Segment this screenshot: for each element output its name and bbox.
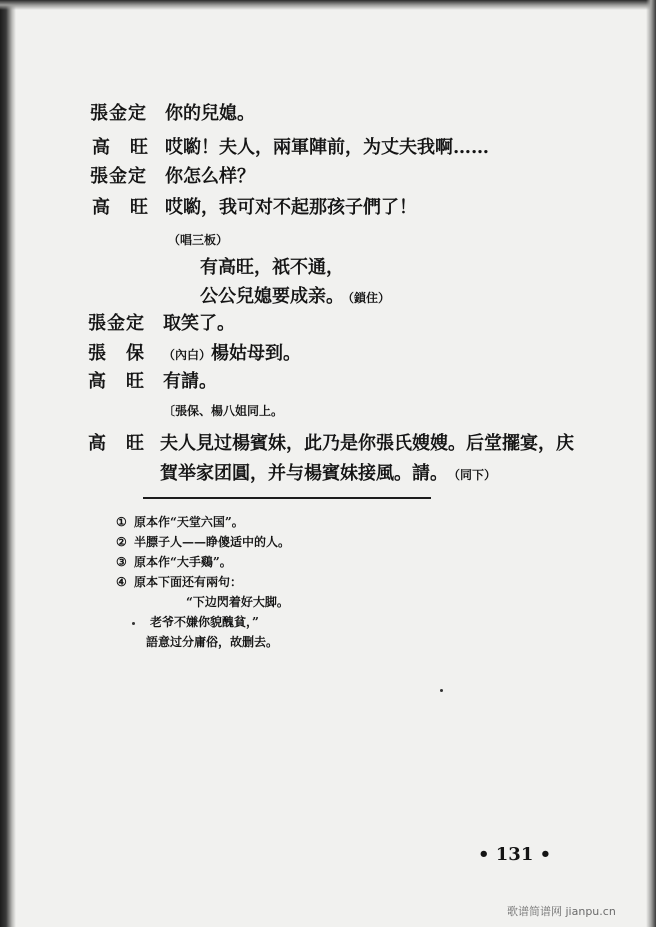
speaker-name: 張金定: [88, 313, 145, 334]
footnote-marker: ③: [116, 555, 127, 569]
dialogue-text: 賀举家团圓，并与楊賓妹接風。請。: [160, 463, 448, 484]
dialogue-text: 哎喲，我可对不起那孩子們了！: [165, 197, 417, 218]
scan-speck: [440, 689, 443, 692]
footnote-quote-line: “下边閃着好大脚。: [186, 595, 289, 609]
speaker-name: 高 旺: [88, 433, 145, 454]
stage-note: （內白）: [163, 348, 212, 362]
stage-direction: （唱三板）: [168, 233, 229, 247]
footnote-marker: ①: [116, 515, 127, 529]
scan-edge-shadow-top: [0, 0, 656, 10]
speaker-name: 高 旺: [92, 137, 149, 158]
stage-note: （同下）: [454, 468, 497, 482]
site-watermark: 歌谱简谱网 jianpu.cn: [507, 905, 616, 918]
footnote: [116, 514, 244, 530]
footnote: [116, 534, 290, 550]
speaker-name: 高 旺: [88, 371, 145, 392]
stage-note: （鎖住）: [348, 291, 391, 305]
footnote-text: 原本下面还有兩句：: [134, 575, 243, 589]
speaker-name: 高 旺: [92, 197, 149, 218]
sung-line: 有高旺，祇不通，: [200, 257, 344, 278]
footnote-rule: [143, 497, 431, 499]
speaker-name: 張金定: [90, 166, 147, 187]
footnote-text: 原本作“大手鷄”。: [134, 555, 232, 569]
footnote: [116, 554, 232, 570]
dialogue-words: 楊姑母到。: [211, 343, 302, 364]
dialogue-text: 有請。: [163, 371, 217, 392]
page-number: • 131 •: [478, 844, 552, 865]
dialogue-text: 你怎么样？: [165, 166, 255, 187]
scan-edge-shadow: [0, 0, 16, 927]
dialogue-text: 哎喲！夫人，兩軍陣前，为丈夫我啊……: [165, 137, 489, 158]
scan-speck: [132, 622, 135, 625]
scan-edge-shadow-right: [646, 0, 656, 927]
footnote-quote-line: 老爷不嫌你貌醜貧，”: [150, 615, 259, 629]
dialogue-text: 你的兒媳。: [165, 103, 255, 124]
sung-text: 公公兒媳要成亲。: [200, 286, 344, 307]
speaker-name: 張 保: [88, 343, 145, 364]
dialogue-text: 夫人見过楊賓妹，此乃是你張氏嫂嫂。后堂擺宴，庆: [160, 433, 574, 454]
speaker-name: 張金定: [90, 103, 147, 124]
stage-direction: 〔張保、楊八姐同上。: [163, 404, 284, 418]
footnote: [116, 574, 242, 590]
footnote-text: 半膘子人——睁傻适中的人。: [134, 535, 291, 549]
dialogue-text: 取笑了。: [163, 313, 235, 334]
sung-line: [200, 286, 390, 309]
footnote-marker: ④: [116, 575, 127, 589]
footnote-marker: ②: [116, 535, 127, 549]
footnote-explanation: 語意过分庸俗，故删去。: [146, 635, 279, 649]
dialogue-continuation: [160, 463, 496, 486]
footnote-text: 原本作“天堂六国”。: [134, 515, 244, 529]
dialogue-text: [163, 343, 301, 366]
